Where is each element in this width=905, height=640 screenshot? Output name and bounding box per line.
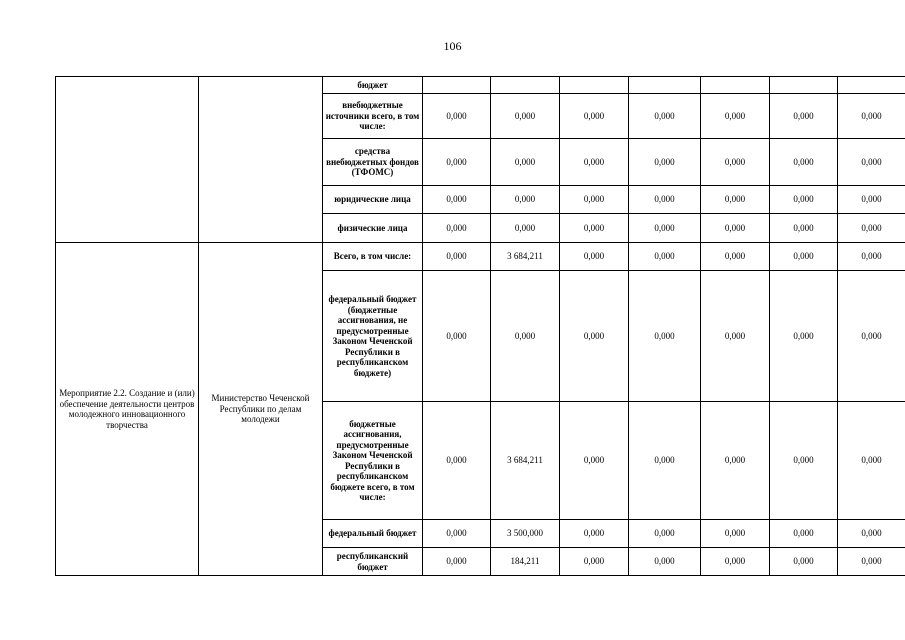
funding-source-cell: физические лица xyxy=(323,214,423,243)
amount-cell: 0,000 xyxy=(770,520,838,548)
amount-cell: 0,000 xyxy=(560,271,629,402)
amount-cell: 3 500,000 xyxy=(491,520,560,548)
amount-cell: 0,000 xyxy=(491,186,560,214)
amount-cell: 0,000 xyxy=(701,94,770,139)
amount-cell: 0,000 xyxy=(838,520,905,548)
amount-cell: 0,000 xyxy=(629,402,701,520)
table-row xyxy=(56,77,905,94)
amount-cell: 0,000 xyxy=(838,186,905,214)
amount-cell: 0,000 xyxy=(701,214,770,243)
amount-cell: 0,000 xyxy=(629,214,701,243)
amount-cell: 0,000 xyxy=(491,214,560,243)
amount-cell: 0,000 xyxy=(560,94,629,139)
amount-cell: 0,000 xyxy=(701,243,770,271)
funding-source-cell: внебюджетные источники всего, в том числе: xyxy=(323,94,423,139)
amount-cell: 0,000 xyxy=(560,186,629,214)
amount-cell xyxy=(838,77,905,94)
funding-source-cell: бюджетные ассигнования, предусмотренные Законом Чеченской Республики в республиканском бюджете всего, в том числе: xyxy=(323,402,423,520)
amount-cell: 0,000 xyxy=(770,271,838,402)
amount-cell xyxy=(491,77,560,94)
amount-cell: 0,000 xyxy=(838,139,905,186)
amount-cell: 0,000 xyxy=(770,139,838,186)
amount-cell: 0,000 xyxy=(423,214,491,243)
amount-cell: 0,000 xyxy=(423,271,491,402)
amount-cell: 3 684,211 xyxy=(491,402,560,520)
amount-cell: 0,000 xyxy=(491,139,560,186)
amount-cell: 0,000 xyxy=(423,548,491,576)
table-body xyxy=(56,77,905,576)
amount-cell xyxy=(629,77,701,94)
amount-cell: 0,000 xyxy=(560,402,629,520)
funding-source-cell: Всего, в том числе: xyxy=(323,243,423,271)
event-cell-empty xyxy=(56,77,199,243)
amount-cell xyxy=(423,77,491,94)
amount-cell: 0,000 xyxy=(560,520,629,548)
amount-cell: 0,000 xyxy=(838,214,905,243)
amount-cell: 0,000 xyxy=(423,243,491,271)
amount-cell: 0,000 xyxy=(560,139,629,186)
amount-cell: 0,000 xyxy=(838,94,905,139)
amount-cell: 0,000 xyxy=(423,520,491,548)
amount-cell: 0,000 xyxy=(701,186,770,214)
amount-cell xyxy=(770,77,838,94)
executor-cell: Министерство Чеченской Республики по делам молодежи xyxy=(199,243,323,576)
amount-cell: 0,000 xyxy=(770,94,838,139)
funding-table xyxy=(55,76,905,576)
amount-cell: 0,000 xyxy=(491,271,560,402)
funding-source-cell: средства внебюджетных фондов (ТФОМС) xyxy=(323,139,423,186)
amount-cell: 0,000 xyxy=(629,243,701,271)
funding-source-cell: юридические лица xyxy=(323,186,423,214)
amount-cell: 0,000 xyxy=(423,186,491,214)
page-number: 106 xyxy=(443,39,462,53)
amount-cell: 0,000 xyxy=(560,214,629,243)
funding-source-cell: республиканский бюджет xyxy=(323,548,423,576)
event-name-cell: Мероприятие 2.2. Создание и (или) обеспечение деятельности центров молодежного инновационного творчества xyxy=(56,243,199,576)
amount-cell: 0,000 xyxy=(701,520,770,548)
amount-cell: 0,000 xyxy=(701,271,770,402)
amount-cell xyxy=(560,77,629,94)
amount-cell: 0,000 xyxy=(629,548,701,576)
amount-cell xyxy=(701,77,770,94)
amount-cell: 0,000 xyxy=(701,548,770,576)
amount-cell: 184,211 xyxy=(491,548,560,576)
table-row xyxy=(56,243,905,271)
amount-cell: 0,000 xyxy=(838,548,905,576)
amount-cell: 0,000 xyxy=(629,186,701,214)
amount-cell: 0,000 xyxy=(560,548,629,576)
amount-cell: 0,000 xyxy=(770,243,838,271)
amount-cell: 0,000 xyxy=(491,94,560,139)
amount-cell: 0,000 xyxy=(770,186,838,214)
amount-cell: 0,000 xyxy=(770,548,838,576)
amount-cell: 0,000 xyxy=(560,243,629,271)
amount-cell: 3 684,211 xyxy=(491,243,560,271)
amount-cell: 0,000 xyxy=(701,139,770,186)
amount-cell: 0,000 xyxy=(423,94,491,139)
amount-cell: 0,000 xyxy=(701,402,770,520)
amount-cell: 0,000 xyxy=(423,402,491,520)
funding-source-cell: бюджет xyxy=(323,77,423,94)
amount-cell: 0,000 xyxy=(770,214,838,243)
executor-cell-empty xyxy=(199,77,323,243)
amount-cell: 0,000 xyxy=(838,243,905,271)
amount-cell: 0,000 xyxy=(629,139,701,186)
funding-source-cell: федеральный бюджет xyxy=(323,520,423,548)
amount-cell: 0,000 xyxy=(629,271,701,402)
amount-cell: 0,000 xyxy=(838,271,905,402)
amount-cell: 0,000 xyxy=(423,139,491,186)
amount-cell: 0,000 xyxy=(770,402,838,520)
amount-cell: 0,000 xyxy=(838,402,905,520)
funding-source-cell: федеральный бюджет (бюджетные ассигнования, не предусмотренные Законом Чеченской Республики в республиканском бюджете) xyxy=(323,271,423,402)
amount-cell: 0,000 xyxy=(629,520,701,548)
amount-cell: 0,000 xyxy=(629,94,701,139)
